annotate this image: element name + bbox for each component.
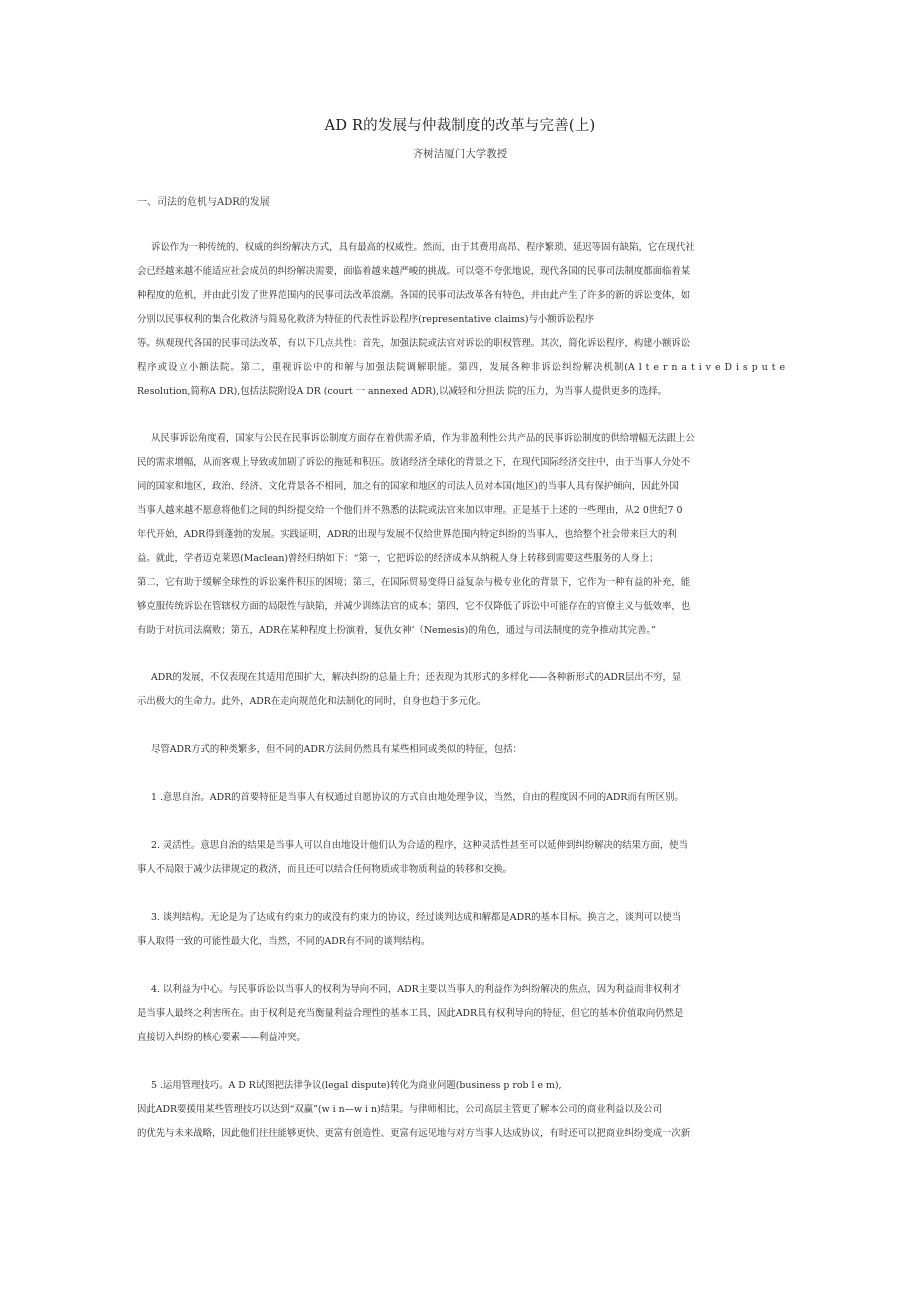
text-line: 第二，它有助于缓解全球性的诉讼案件积压的困境；第三，在国际贸易变得日益复杂与极专业化的背景下，它作为一种有益的补充，能 xyxy=(137,577,691,588)
text-line: 年代开始，ADR得到蓬勃的发展。实践证明，ADR的出现与发展不仅给世界范围内特定纠纷的当事人，也给整个社会带来巨大的利 xyxy=(137,529,677,540)
text-line: 因此ADR要援用某些管理技巧以达到“双赢”(w i n—w i n)结果。与律师相比，公司高层主管更了解本公司的商业利益以及公司 xyxy=(137,1104,662,1115)
list-item-autonomy xyxy=(137,786,785,810)
list-item-interest-centered xyxy=(137,978,785,1050)
text-line: 同的国家和地区，政治、经济、文化背景各不相同，加之有的国家和地区的司法人员对本国(地区)的当事人具有保护倾向，因此外国 xyxy=(137,481,679,492)
text-line: 等。纵观现代各国的民事司法改革，有以下几点共性：首先，加强法院或法官对诉讼的职权管理。其次，简化诉讼程序，构建小额诉讼 xyxy=(137,338,691,349)
text-line: 当事人越来越不愿意将他们之间的纠纷提交给一个他们并不熟悉的法院或法官来加以审理。正是基于上述的一些理由，从2 0世纪7 0 xyxy=(137,505,683,516)
text-line: 1 .意思自治。ADR的首要特征是当事人有权通过自愿协议的方式自由地处理争议，当然，自由的程度因不同的ADR而有所区别。 xyxy=(151,792,684,803)
text-line: 4. 以利益为中心。与民事诉讼以当事人的权利为导向不同，ADR主要以当事人的利益作为纠纷解决的焦点，因为利益而非权利才 xyxy=(151,984,682,995)
text-line: 示出极大的生命力。此外，ADR在走向规范化和法制化的同时，自身也趋于多元化。 xyxy=(137,696,487,707)
text-line: 分别以民事权利的集合化救济与简易化救济为特征的代表性诉讼程序(representative claims)与小额诉讼程序 xyxy=(137,314,595,325)
paragraph-litigation-crisis xyxy=(137,236,785,404)
paragraph-adr-development xyxy=(137,666,785,714)
text-line: 程序或设立小额法院。第二，重视诉讼中的和解与加强法院调解职能。第四，发展各种非诉讼纠纷解决机制(A l t e r n a t i v e D i s p u t e xyxy=(137,362,785,373)
list-item-negotiation xyxy=(137,906,785,954)
text-line: 够克服传统诉讼在管辖权方面的局限性与缺陷，并减少训练法官的成本；第四，它不仅降低了诉讼中可能存在的官僚主义与低效率，也 xyxy=(137,601,691,612)
paragraph-supply-demand xyxy=(137,427,785,643)
text-line: 诉讼作为一种传统的、权威的纠纷解决方式，具有最高的权威性。然而，由于其费用高昂、程序繁琐、延迟等固有缺陷，它在现代社 xyxy=(151,242,695,253)
text-line: 3. 谈判结构。无论是为了达成有约束力的或没有约束力的协议，经过谈判达成和解都是ADR的基本目标。换言之，谈判可以使当 xyxy=(151,912,682,923)
text-line: 2. 灵活性。意思自治的结果是当事人可以自由地设计他们认为合适的程序，这种灵活性甚至可以延伸到纠纷解决的结果方面，使当 xyxy=(151,840,688,851)
text-line: 从民事诉讼角度看，国家与公民在民事诉讼制度方面存在着供需矛盾，作为非盈利性公共产品的民事诉讼制度的供给增幅无法跟上公 xyxy=(151,433,695,444)
author-line: 齐树洁厦门大学教授 xyxy=(412,148,508,160)
text-line: 的优先与未来战略，因此他们往往能够更快、更富有创造性、更富有远见地与对方当事人达成协议，有时还可以把商业纠纷变成一次新 xyxy=(137,1128,691,1139)
text-line: Resolution,简称A DR),包括法院附设A DR (court 一 annexed ADR),以减轻和分担法 院的压力，为当事人提供更多的选择。 xyxy=(137,386,667,397)
text-line: 有助于对抗司法腐败；第五，ADR在某种程度上扮演着，复仇女神’（Nemesis)的角色，通过与司法制度的竞争推动其完善。” xyxy=(137,625,656,636)
text-line: 是当事人最终之利害所在。由于权利是充当衡量利益合理性的基本工具，因此ADR具有权利导向的特征，但它的基本价值取向仍然是 xyxy=(137,1008,684,1019)
text-line: 5 .运用管理技巧。A D R试图把法律争议(legal dispute)转化为商业问题(business p rob l e m), xyxy=(151,1080,562,1091)
text-line: 事人取得一致的可能性最大化，当然，不同的ADR有不同的谈判结构。 xyxy=(137,936,431,947)
text-line: 事人不局限于减少法律规定的救济，而且还可以结合任何物质或非物质利益的转移和交换。 xyxy=(137,864,513,875)
list-item-flexibility xyxy=(137,834,785,882)
text-line: 种程度的危机，并由此引发了世界范围内的民事司法改革浪潮。各国的民事司法改革各有特色，并由此产生了许多的新的诉讼变体，如 xyxy=(137,290,691,301)
list-item-management-skills xyxy=(137,1074,785,1146)
section-heading: 一、司法的危机与ADR的发展 xyxy=(137,197,270,208)
document-title: AD R的发展与仲裁制度的改革与完善(上) xyxy=(324,118,596,134)
paragraph-adr-features-intro xyxy=(137,738,785,762)
text-line: 尽管ADR方式的种类繁多，但不同的ADR方法间仍然具有某些相同或类似的特征，包括： xyxy=(151,744,522,755)
text-line: 会已经越来越不能适应社会成员的纠纷解决需要，面临着越来越严峻的挑战。可以毫不夸张地说，现代各国的民事司法制度都面临着某 xyxy=(137,266,691,277)
text-line: ADR的发展，不仅表现在其适用范围扩大，解决纠纷的总量上升；还表现为其形式的多样化——各种新形式的ADR层出不穷，显 xyxy=(151,672,682,683)
text-line: 民的需求增幅，从而客观上导致或加剧了诉讼的拖延和积压。放诸经济全球化的背景之下，在现代国际经济交往中，由于当事人分处不 xyxy=(137,457,691,468)
text-line: 益。就此，学者迈克莱恩(Maclean)曾经归纳如下：“第一，它把诉讼的经济成本从纳税人身上转移到需要这些服务的人身上； xyxy=(137,553,659,564)
text-line: 直接切入纠纷的核心要素——利益冲突。 xyxy=(137,1032,306,1043)
